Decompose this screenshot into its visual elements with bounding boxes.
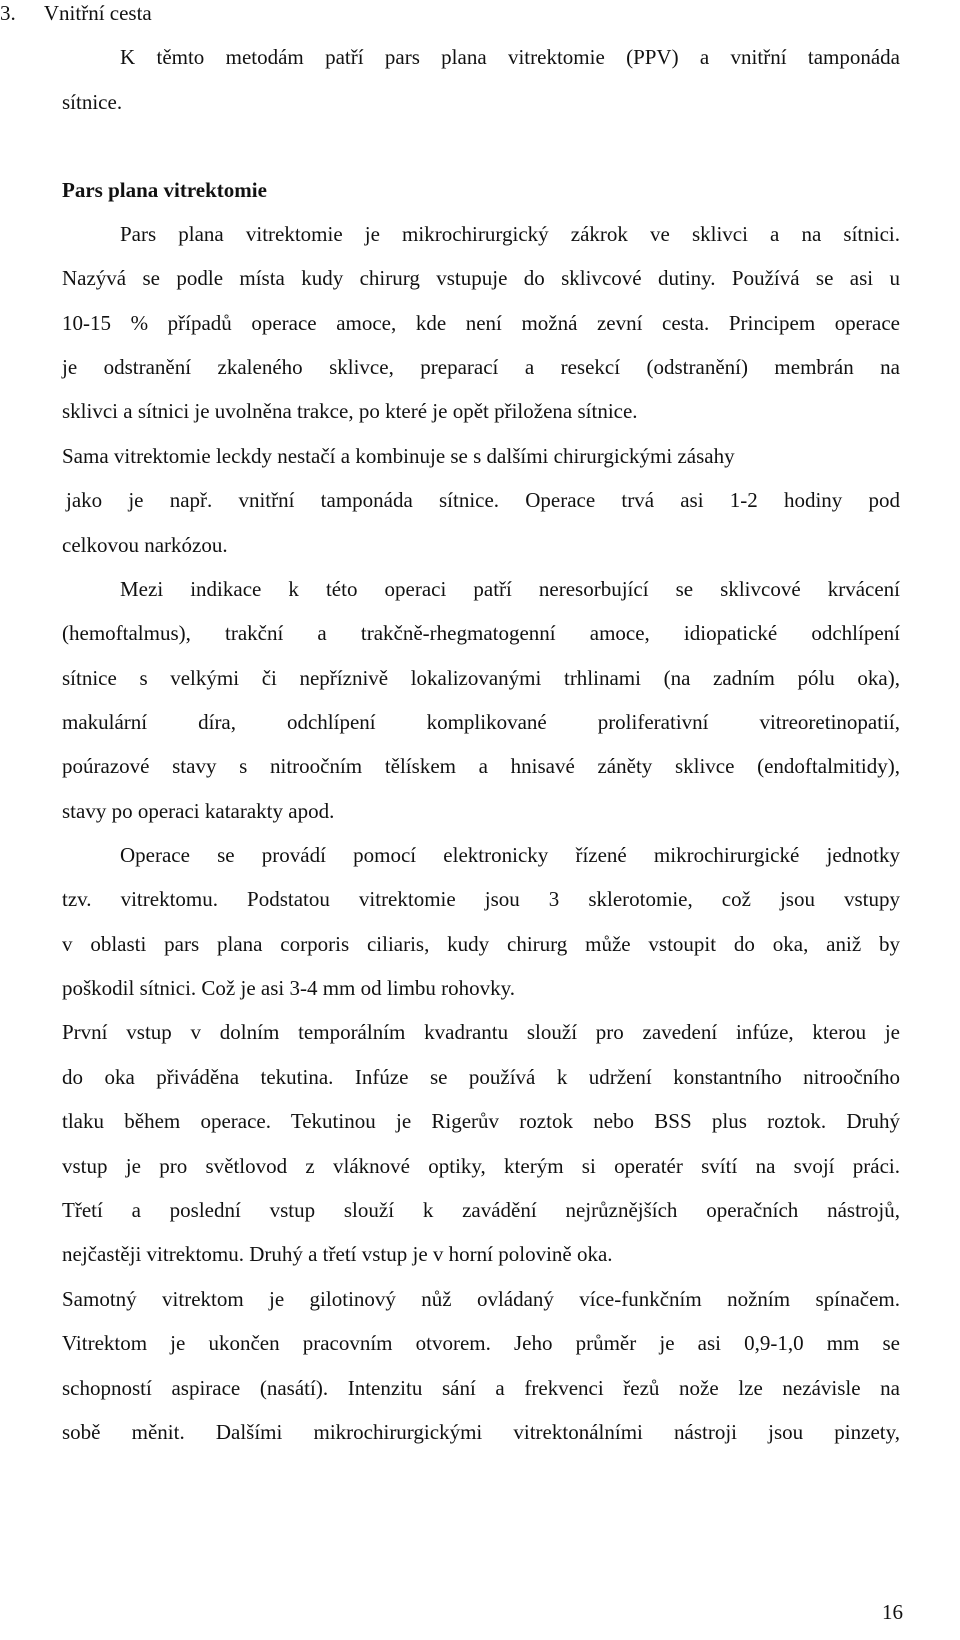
paragraph-line: makulární díra, odchlípení komplikované proliferativní vitreoretinopatií, — [62, 710, 900, 734]
paragraph-line: sobě měnit. Dalšími mikrochirurgickými vitrektonálními nástroji jsou pinzety, — [62, 1420, 900, 1444]
page-number: 16 — [882, 1600, 903, 1624]
paragraph-line: sklivci a sítnici je uvolněna trakce, po které je opět přiložena sítnice. — [62, 399, 638, 423]
paragraph-line: do oka přiváděna tekutina. Infúze se používá k udržení konstantního nitroočního — [62, 1065, 900, 1089]
paragraph-line: poškodil sítnici. Což je asi 3-4 mm od limbu rohovky. — [62, 976, 516, 1000]
paragraph-line: Samotný vitrektom je gilotinový nůž ovládaný více-funkčním nožním spínačem. — [62, 1287, 900, 1311]
paragraph-line: Pars plana vitrektomie je mikrochirurgický zákrok ve sklivci a na sítnici. — [120, 222, 900, 246]
paragraph-line: celkovou narkózou. — [62, 533, 228, 557]
paragraph-line: v oblasti pars plana corporis ciliaris, kudy chirurg může vstoupit do oka, aniž by — [62, 932, 900, 956]
paragraph-line: poúrazové stavy s nitroočním tělískem a hnisavé záněty sklivce (endoftalmitidy), — [62, 754, 900, 778]
paragraph-line: vstup je pro světlovod z vláknové optiky, kterým si operatér svítí na svojí práci. — [62, 1154, 900, 1178]
paragraph-line: Sama vitrektomie leckdy nestačí a kombinuje se s dalšími chirurgickými zásahy — [62, 444, 735, 468]
section-number: 3. — [0, 1, 16, 25]
paragraph-line: jako je např. vnitřní tamponáda sítnice. Operace trvá asi 1-2 hodiny pod — [66, 488, 900, 512]
subsection-title: Pars plana vitrektomie — [62, 178, 267, 202]
section-heading — [0, 0, 152, 26]
paragraph-line: Vitrektom je ukončen pracovním otvorem. Jeho průměr je asi 0,9-1,0 mm se — [62, 1331, 900, 1355]
paragraph-line: tlaku během operace. Tekutinou je Rigerův roztok nebo BSS plus roztok. Druhý — [62, 1109, 900, 1133]
intro-line: sítnice. — [62, 90, 123, 114]
paragraph-line: tzv. vitrektomu. Podstatou vitrektomie jsou 3 sklerotomie, což jsou vstupy — [62, 887, 900, 911]
paragraph-line: První vstup v dolním temporálním kvadrantu slouží pro zavedení infúze, kterou je — [62, 1020, 900, 1044]
paragraph-line: Nazývá se podle místa kudy chirurg vstupuje do sklivcové dutiny. Používá se asi u — [62, 266, 900, 290]
paragraph-line: stavy po operaci katarakty apod. — [62, 799, 335, 823]
intro-line: K těmto metodám patří pars plana vitrektomie (PPV) a vnitřní tamponáda — [120, 45, 900, 69]
paragraph-line: Třetí a poslední vstup slouží k zavádění nejrůznějších operačních nástrojů, — [62, 1198, 900, 1222]
paragraph-line: Mezi indikace k této operaci patří neresorbující se sklivcové krvácení — [120, 577, 900, 601]
paragraph-line: sítnice s velkými či nepříznivě lokalizovanými trhlinami (na zadním pólu oka), — [62, 666, 900, 690]
paragraph-line: 10-15 % případů operace amoce, kde není možná zevní cesta. Principem operace — [62, 311, 900, 335]
paragraph-line: Operace se provádí pomocí elektronicky řízené mikrochirurgické jednotky — [120, 843, 900, 867]
paragraph-line: (hemoftalmus), trakční a trakčně-rhegmatogenní amoce, idiopatické odchlípení — [62, 621, 900, 645]
paragraph-line: je odstranění zkaleného sklivce, preparací a resekcí (odstranění) membrán na — [62, 355, 900, 379]
paragraph-line: schopností aspirace (nasátí). Intenzitu sání a frekvenci řezů nože lze nezávisle na — [62, 1376, 900, 1400]
section-title: Vnitřní cesta — [43, 1, 152, 25]
paragraph-line: nejčastěji vitrektomu. Druhý a třetí vstup je v horní polovině oka. — [62, 1242, 613, 1266]
